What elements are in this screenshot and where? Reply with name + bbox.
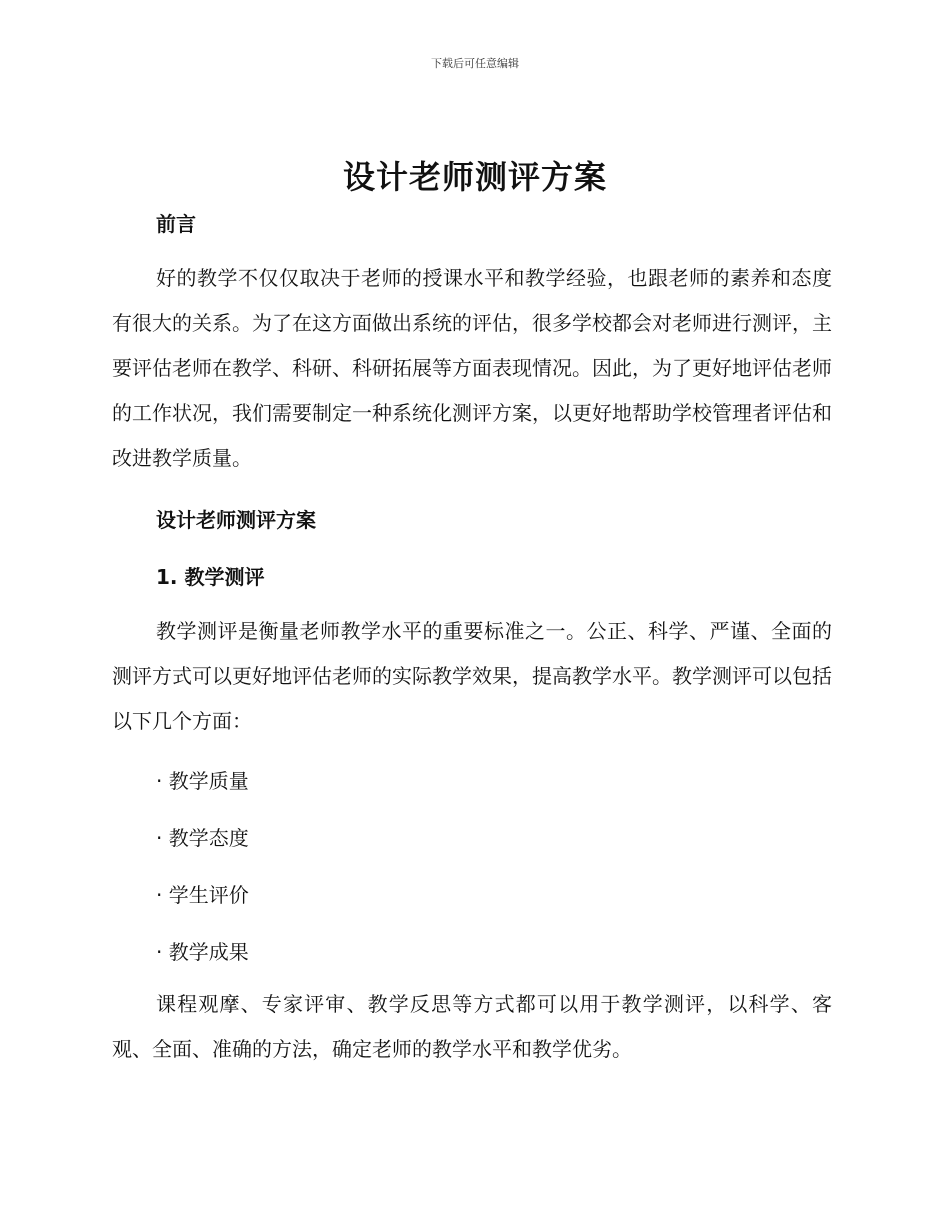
header-note: 下载后可任意编辑 [431, 57, 519, 70]
list-item: · 教学态度 [156, 826, 249, 850]
list-item: · 学生评价 [156, 883, 249, 907]
list-item: · 教学成果 [156, 940, 249, 964]
teaching-paragraph: 教学测评是衡量老师教学水平的重要标准之一。公正、科学、严谨、全面的测评方式可以更好地评估老师的实际教学效果，提高教学水平。教学测评可以包括以下几个方面： [112, 619, 832, 733]
preface-heading: 前言 [156, 212, 196, 236]
plan-heading: 设计老师测评方案 [156, 508, 316, 532]
teaching-heading: 1. 教学测评 [156, 565, 265, 589]
preface-paragraph: 好的教学不仅仅取决于老师的授课水平和教学经验，也跟老师的素养和态度有很大的关系。为了在这方面做出系统的评估，很多学校都会对老师进行测评，主要评估老师在教学、科研、科研拓展等方面表现情况。因此，为了更好地评估老师的工作状况，我们需要制定一种系统化测评方案，以更好地帮助学校管理者评估和改进教学质量。 [112, 266, 832, 470]
list-item: · 教学质量 [156, 769, 249, 793]
document-title: 设计老师测评方案 [342, 158, 607, 196]
methods-paragraph: 课程观摩、专家评审、教学反思等方式都可以用于教学测评，以科学、客观、全面、准确的方法，确定老师的教学水平和教学优劣。 [112, 992, 832, 1061]
